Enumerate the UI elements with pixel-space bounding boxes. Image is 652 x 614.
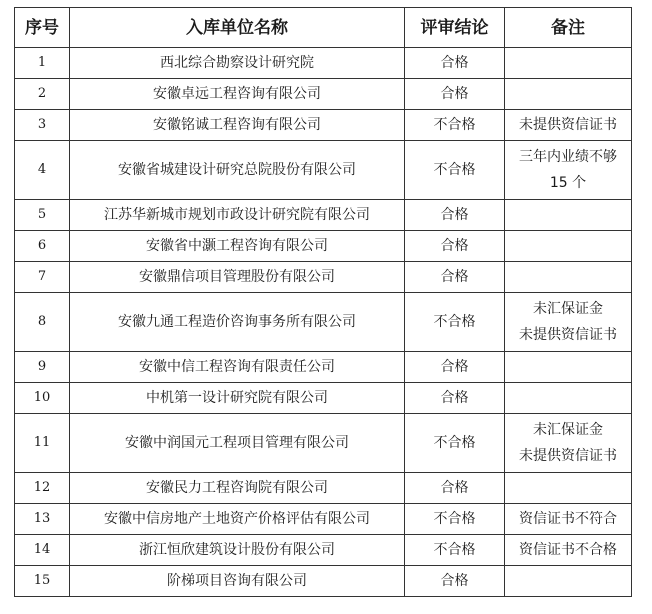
row-result: 合格: [405, 566, 505, 597]
row-note: [505, 262, 632, 293]
row-index: 6: [15, 231, 70, 262]
row-index: 12: [15, 473, 70, 504]
row-company-name: 安徽省城建设计研究总院股份有限公司: [70, 141, 405, 200]
row-index: 7: [15, 262, 70, 293]
table-row: [15, 200, 632, 231]
row-index: 14: [15, 535, 70, 566]
row-company-name: 安徽省中灏工程咨询有限公司: [70, 231, 405, 262]
row-note: [505, 383, 632, 414]
row-note: [505, 566, 632, 597]
row-result: 合格: [405, 352, 505, 383]
row-note: [505, 48, 632, 79]
table-row: [15, 535, 632, 566]
row-note: [505, 293, 632, 352]
row-result: 不合格: [405, 293, 505, 352]
row-index: 13: [15, 504, 70, 535]
row-index: 1: [15, 48, 70, 79]
table-row: [15, 48, 632, 79]
row-company-name: 阶梯项目咨询有限公司: [70, 566, 405, 597]
table-row: [15, 473, 632, 504]
review-results-table: [14, 7, 632, 597]
note-line: 资信证书不符合: [519, 511, 617, 527]
row-company-name: 安徽民力工程咨询院有限公司: [70, 473, 405, 504]
table-row: [15, 262, 632, 293]
row-index: 3: [15, 110, 70, 141]
table-row: [15, 414, 632, 473]
table-row: [15, 293, 632, 352]
row-company-name: 西北综合勘察设计研究院: [70, 48, 405, 79]
table-header-row: [15, 8, 632, 48]
row-company-name: 安徽铭诚工程咨询有限公司: [70, 110, 405, 141]
row-index: 11: [15, 414, 70, 473]
row-company-name: 安徽中润国元工程项目管理有限公司: [70, 414, 405, 473]
row-company-name: 安徽九通工程造价咨询事务所有限公司: [70, 293, 405, 352]
table-row: [15, 141, 632, 200]
row-result: 不合格: [405, 535, 505, 566]
note-line: 15 个: [549, 175, 587, 191]
table-row: [15, 504, 632, 535]
table-row: [15, 566, 632, 597]
row-note: [505, 141, 632, 200]
row-index: 15: [15, 566, 70, 597]
row-result: 合格: [405, 200, 505, 231]
row-index: 8: [15, 293, 70, 352]
row-result: 不合格: [405, 414, 505, 473]
row-company-name: 安徽鼎信项目管理股份有限公司: [70, 262, 405, 293]
row-result: 不合格: [405, 141, 505, 200]
row-note: [505, 504, 632, 535]
row-note: [505, 200, 632, 231]
row-note: [505, 231, 632, 262]
row-result: 合格: [405, 79, 505, 110]
row-note: [505, 535, 632, 566]
note-line: 资信证书不合格: [519, 542, 617, 558]
row-company-name: 江苏华新城市规划市政设计研究院有限公司: [70, 200, 405, 231]
row-company-name: 中机第一设计研究院有限公司: [70, 383, 405, 414]
row-result: 合格: [405, 473, 505, 504]
note-line: 未汇保证金: [533, 301, 603, 317]
row-note: [505, 414, 632, 473]
table-row: [15, 79, 632, 110]
table-row: [15, 383, 632, 414]
note-line: 未汇保证金: [533, 422, 603, 438]
row-note: [505, 352, 632, 383]
note-line: 未提供资信证书: [519, 327, 617, 343]
row-result: 不合格: [405, 110, 505, 141]
table-row: [15, 352, 632, 383]
header-company-name: 入库单位名称: [70, 8, 405, 48]
header-note: 备注: [505, 8, 632, 48]
row-company-name: 浙江恒欣建筑设计股份有限公司: [70, 535, 405, 566]
header-index: 序号: [15, 8, 70, 48]
row-note: [505, 110, 632, 141]
row-index: 4: [15, 141, 70, 200]
row-company-name: 安徽卓远工程咨询有限公司: [70, 79, 405, 110]
row-result: 不合格: [405, 504, 505, 535]
row-index: 5: [15, 200, 70, 231]
note-line: 未提供资信证书: [519, 117, 617, 133]
note-line: 三年内业绩不够: [519, 149, 617, 165]
row-index: 10: [15, 383, 70, 414]
row-result: 合格: [405, 48, 505, 79]
row-index: 9: [15, 352, 70, 383]
row-result: 合格: [405, 231, 505, 262]
note-line: 未提供资信证书: [519, 448, 617, 464]
row-company-name: 安徽中信房地产土地资产价格评估有限公司: [70, 504, 405, 535]
row-note: [505, 473, 632, 504]
row-result: 合格: [405, 383, 505, 414]
row-result: 合格: [405, 262, 505, 293]
row-company-name: 安徽中信工程咨询有限责任公司: [70, 352, 405, 383]
header-review-result: 评审结论: [405, 8, 505, 48]
row-index: 2: [15, 79, 70, 110]
table-row: [15, 231, 632, 262]
table-row: [15, 110, 632, 141]
row-note: [505, 79, 632, 110]
